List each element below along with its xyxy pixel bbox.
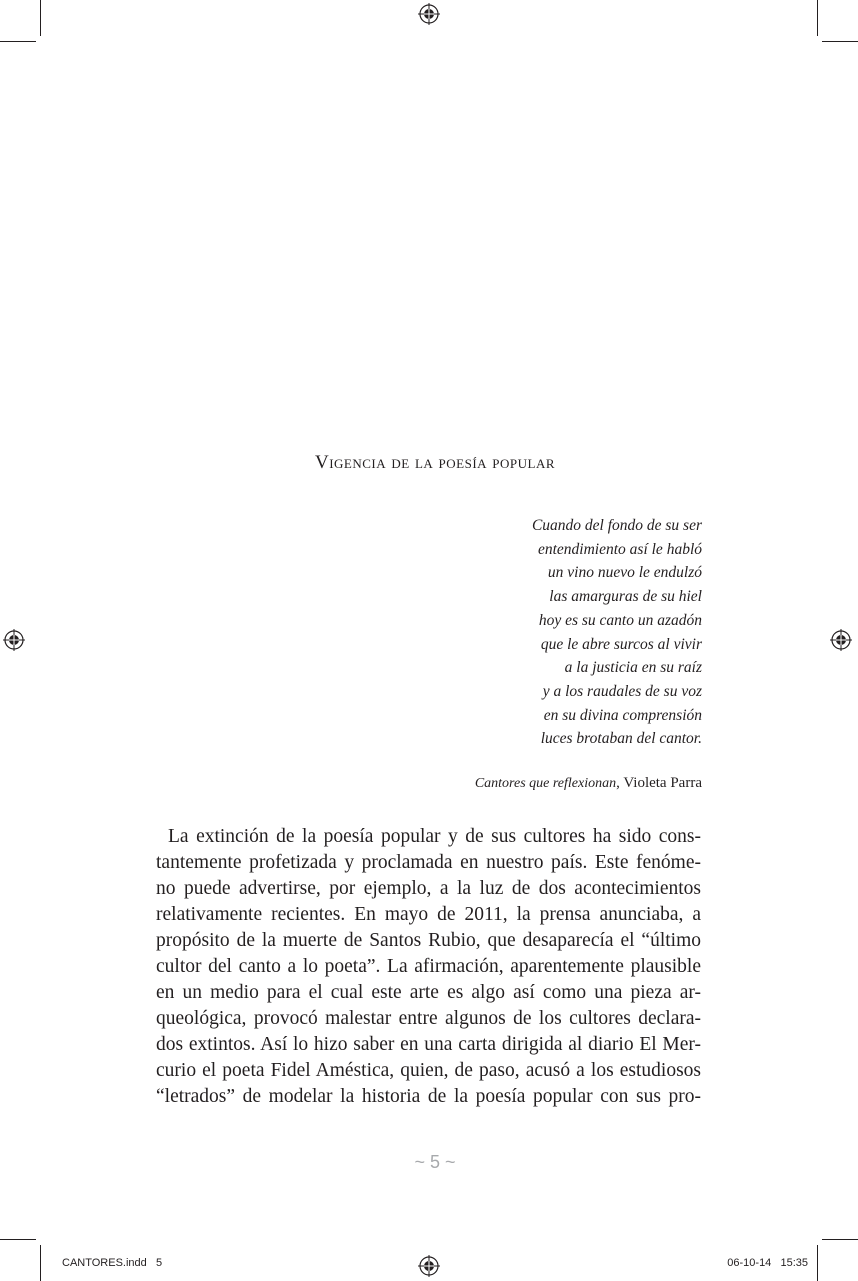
crop-mark-top-left-horizontal: [0, 41, 36, 42]
crop-mark-bottom-right-horizontal: [822, 1239, 858, 1240]
epigraph-line: entendimiento así le habló: [537, 540, 702, 558]
body-line: queológica, provocó malestar entre algunos de los cultores declara-: [156, 1008, 701, 1029]
chapter-title: Vigencia de la poesía popular: [314, 452, 556, 473]
body-line: en un medio para el cual este arte es algo así como una pieza ar-: [156, 982, 701, 1003]
epigraph-line: a la justicia en su raíz: [564, 659, 702, 677]
body-line: no puede advertirse, por ejemplo, a la luz de dos acontecimientos: [156, 878, 701, 899]
body-paragraph: [156, 824, 701, 1110]
attribution-author: , Violeta Parra: [616, 775, 702, 791]
registration-mark-icon: [418, 3, 440, 25]
epigraph-line: que le abre surcos al vivir: [540, 635, 702, 653]
body-line: tantemente profetizada y proclamada en nuestro país. Este fenóme-: [156, 852, 701, 873]
crop-mark-top-left-vertical: [40, 0, 41, 36]
slug-datetime: 06-10-14 15:35: [727, 1257, 808, 1269]
epigraph-line: Cuando del fondo de su ser: [531, 517, 702, 534]
registration-mark-icon: [3, 629, 25, 651]
epigraph: [532, 514, 702, 751]
epigraph-line: hoy es su canto un azadón: [538, 611, 702, 629]
attribution-source-title: Cantores que reflexionan: [474, 776, 617, 791]
body-line: relativamente recientes. En mayo de 2011, la prensa anunciaba, a: [156, 904, 701, 925]
slug-file-name: CANTORES.indd 5: [62, 1257, 163, 1269]
body-line: La extinción de la poesía popular y de sus cultores ha sido cons-: [168, 826, 701, 847]
crop-mark-top-right-vertical: [817, 0, 818, 36]
body-line: propósito de la muerte de Santos Rubio, que desaparecía el “último: [156, 930, 701, 951]
epigraph-line: las amarguras de su hiel: [549, 588, 702, 606]
epigraph-line: un vino nuevo le endulzó: [547, 564, 702, 582]
body-line: cultor del canto a lo poeta”. La afirmación, aparentemente plausible: [156, 956, 701, 977]
crop-mark-top-right-horizontal: [822, 41, 858, 42]
crop-mark-bottom-left-horizontal: [0, 1239, 36, 1240]
crop-mark-bottom-left-vertical: [40, 1245, 41, 1281]
body-line: dos extintos. Así lo hizo saber en una carta dirigida al diario El Mer-: [156, 1034, 701, 1055]
crop-mark-bottom-right-vertical: [817, 1245, 818, 1281]
epigraph-line: y a los raudales de su voz: [542, 682, 702, 700]
body-line: “letrados” de modelar la historia de la poesía popular con sus pro-: [156, 1086, 701, 1107]
body-line: curio el poeta Fidel Améstica, quien, de paso, acusó a los estudiosos: [156, 1060, 701, 1081]
epigraph-line: en su divina comprensión: [543, 706, 702, 724]
epigraph-attribution: [475, 775, 702, 792]
page-number: ~ 5 ~: [414, 1152, 456, 1172]
registration-mark-icon: [830, 629, 852, 651]
epigraph-line: luces brotaban del cantor.: [540, 730, 702, 748]
registration-mark-icon: [418, 1255, 440, 1277]
